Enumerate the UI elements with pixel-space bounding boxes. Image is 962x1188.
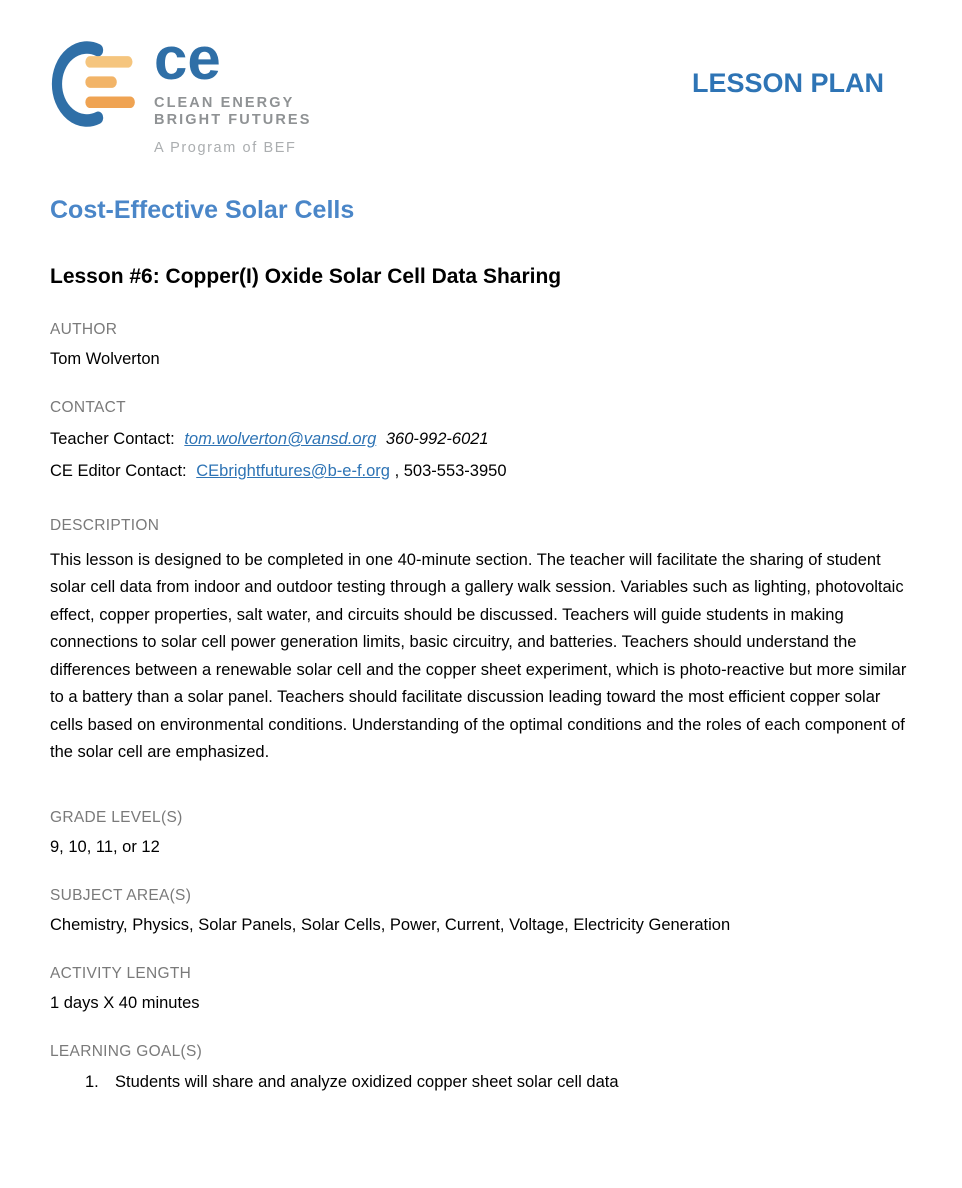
subject-area-value: Chemistry, Physics, Solar Panels, Solar Cells, Power, Current, Voltage, Electricity Generation (50, 915, 731, 934)
lesson-plan-label: LESSON PLAN (691, 68, 884, 98)
activity-length-value: 1 days X 40 minutes (50, 993, 200, 1012)
grade-level-heading: GRADE LEVEL(S) (50, 808, 183, 826)
teacher-email-link[interactable]: tom.wolverton@vansd.org (184, 429, 377, 448)
editor-contact-label: CE Editor Contact: (50, 461, 187, 480)
logo-line-bright-futures: BRIGHT FUTURES (154, 112, 312, 129)
editor-email-link[interactable]: CEbrightfutures@b-e-f.org (196, 461, 390, 480)
logo-text-block (154, 25, 312, 156)
contact-heading: CONTACT (50, 398, 126, 416)
description-heading: DESCRIPTION (50, 516, 160, 534)
learning-goals-heading: LEARNING GOAL(S) (50, 1042, 203, 1060)
section-grade-level (50, 809, 912, 857)
teacher-contact-label: Teacher Contact: (50, 429, 175, 448)
activity-length-heading: ACTIVITY LENGTH (50, 964, 192, 982)
editor-phone: , 503-553-3950 (394, 461, 507, 480)
author-heading: AUTHOR (50, 320, 118, 338)
section-contact (50, 399, 912, 481)
learning-goals-list (50, 1073, 912, 1092)
author-name: Tom Wolverton (50, 349, 160, 368)
description-body: This lesson is designed to be completed in one 40-minute section. The teacher will facilitate the sharing of student solar cell data from indoor and outdoor testing through a gallery walk session. Variables such as lighting, photovoltaic effect, copper properties, salt water, and circuits should be discussed. Teachers will guide students in making connections to solar cell power generation limits, basic circuitry, and batteries. Teachers should understand the differences between a renewable solar cell and the copper sheet experiment, which is photo-reactive but more similar to a battery than a solar panel. Teachers should facilitate discussion leading toward the most efficient copper solar cells based on environmental conditions. Understanding of the optimal conditions and the roles of each component of the solar cell are emphasized. (50, 550, 907, 762)
goal-text: Students will share and analyze oxidized copper sheet solar cell data (115, 1072, 619, 1091)
subject-area-heading: SUBJECT AREA(S) (50, 886, 192, 904)
goal-number: 1. (85, 1072, 99, 1091)
grade-level-value: 9, 10, 11, or 12 (50, 837, 160, 856)
page-title: Cost-Effective Solar Cells (50, 195, 355, 224)
section-subject-area (50, 887, 912, 935)
editor-contact-line (50, 462, 912, 481)
teacher-contact-line (50, 430, 912, 449)
section-activity-length (50, 965, 912, 1013)
learning-goal-item (50, 1073, 912, 1092)
teacher-phone: 360-992-6021 (385, 429, 489, 448)
section-author (50, 321, 912, 369)
logo-tagline: A Program of BEF (154, 139, 297, 156)
section-description (50, 517, 912, 767)
document-body (0, 196, 962, 1092)
lesson-heading: Lesson #6: Copper(I) Oxide Solar Cell Data Sharing (50, 264, 562, 288)
logo-line-clean-energy: CLEAN ENERGY (154, 94, 295, 111)
section-learning-goals (50, 1043, 912, 1092)
logo-wordmark: ce (154, 25, 221, 92)
ce-logo-icon (50, 36, 138, 132)
page-header (0, 0, 962, 156)
